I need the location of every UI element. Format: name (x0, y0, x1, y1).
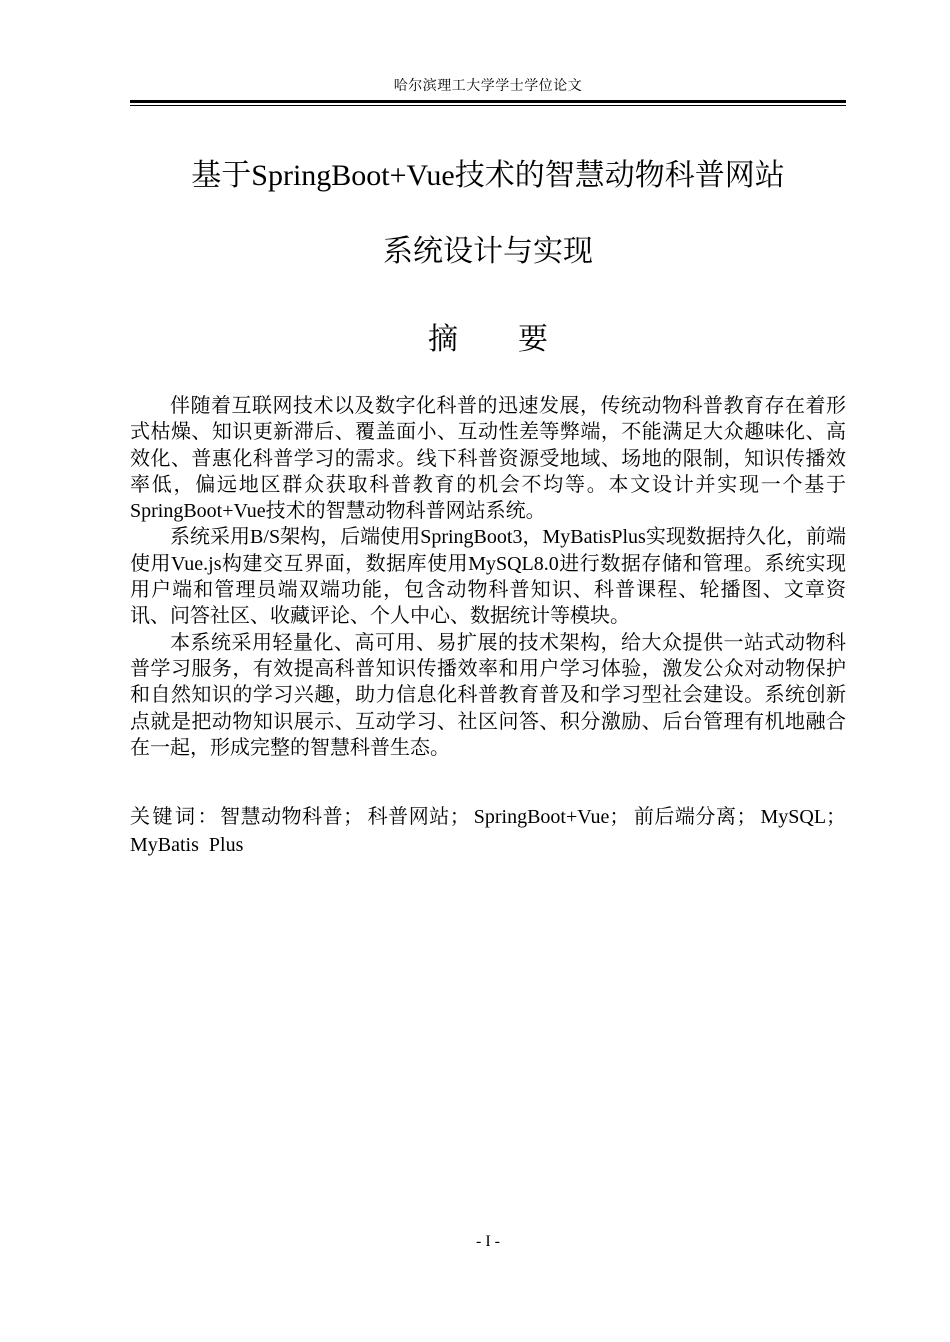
keyword-item: 智慧动物科普 (220, 806, 344, 828)
keyword-item: 科普网站 (367, 806, 450, 828)
keyword-item: MyBatis Plus (130, 834, 244, 856)
header-rule-thin (130, 105, 846, 106)
thesis-title-line-1: 基于SpringBoot+Vue技术的智慧动物科普网站 (191, 159, 785, 192)
keywords-label: 关键词： (130, 806, 221, 828)
keyword-item: SpringBoot+Vue (473, 806, 610, 828)
abstract-paragraph: 伴随着互联网技术以及数字化科普的迅速发展，传统动物科普教育存在着形式枯燥、知识更新滞后、覆盖面小、互动性差等弊端，不能满足大众趣味化、高效化、普惠化科普学习的需求。线下科普资源受地域、场地的限制，知识传播效率低，偏远地区群众获取科普教育的机会不均等。本文设计并实现一个基于SpringBoot+Vue技术的智慧动物科普网站系统。 (130, 395, 846, 523)
abstract-paragraph: 本系统采用轻量化、高可用、易扩展的技术架构，给大众提供一站式动物科普学习服务，有效提高科普知识传播效率和用户学习体验，激发公众对动物保护和自然知识的学习兴趣，助力信息化科普教育普及和学习型社会建设。系统创新点就是把动物知识展示、互动学习、社区问答、积分激励、后台管理有机地融合在一起，形成完整的智慧科普生态。 (130, 631, 846, 759)
thesis-title-line-2: 系统设计与实现 (383, 235, 593, 268)
header-rule-thick (130, 100, 846, 103)
abstract-heading (130, 318, 846, 362)
abstract-heading-left: 摘 (428, 323, 458, 356)
keywords-block: 关键词：智慧动物科普； 科普网站； SpringBoot+Vue； 前后端分离； MySQL；MyBatis Plus (130, 806, 847, 856)
abstract-body (130, 393, 846, 761)
keyword-item: MySQL (760, 806, 827, 828)
page-number: - I - (476, 1233, 500, 1250)
keyword-item: 前后端分离 (633, 806, 737, 828)
abstract-paragraph: 系统采用B/S架构，后端使用SpringBoot3，MyBatisPlus实现数据持久化，前端使用Vue.js构建交互界面，数据库使用MySQL8.0进行数据存储和管理。系统实现用户端和管理员端双端功能，包含动物科普知识、科普课程、轮播图、文章资讯、问答社区、收藏评论、个人中心、数据统计等模块。 (130, 526, 846, 628)
abstract-heading-right: 要 (518, 323, 548, 356)
running-header: 哈尔滨理工大学学士学位论文 (393, 79, 583, 94)
